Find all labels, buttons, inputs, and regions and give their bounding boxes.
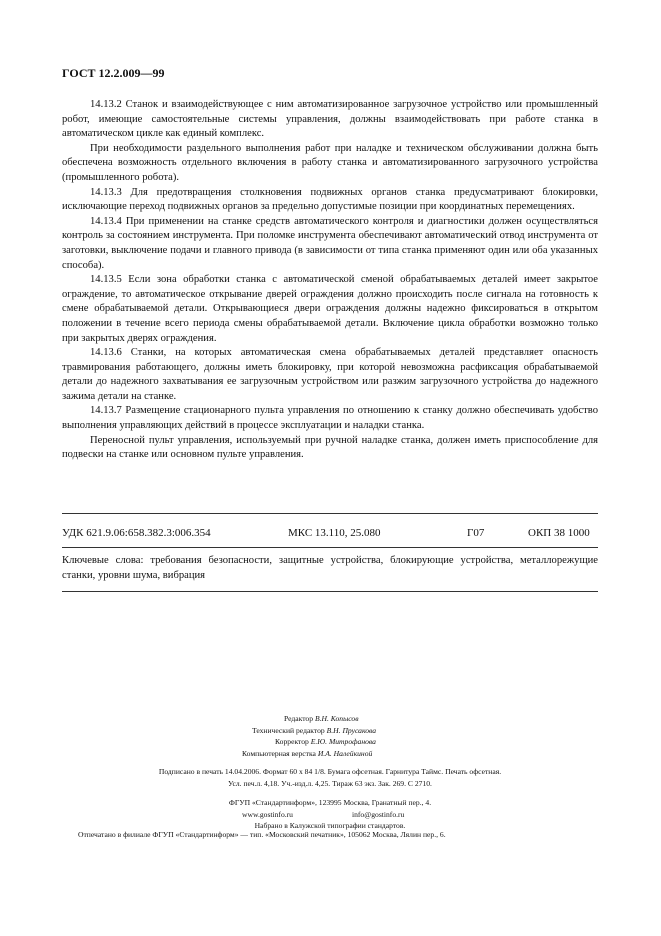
classification-row	[62, 527, 598, 543]
paragraph-separate-work: При необходимости раздельного выполнения работ при наладке и техническом обслуживании должна быть обеспечена возможность отдельного включения в работу станка и автоматизированного загрузочного устройства (промышленного робота).	[62, 142, 598, 183]
body-text	[62, 98, 598, 463]
paragraph-14-13-4: 14.13.4 При применении на станке средств автоматического контроля и диагностики должен осуществляться контроль за состоянием инструмента. При поломке инструмента обеспечивают автоматический отвод инструмента от заготовки, выключение подачи и главного привода (в зависимости от типа станка применяют один или оба указанных способа).	[62, 215, 598, 271]
group-code: Г07	[467, 527, 485, 539]
publisher-contacts	[62, 809, 598, 821]
print-info-block	[62, 766, 598, 789]
printed-at: Отпечатано в филиале ФГУП «Стандартинформ» — тип. «Московский печатник», 105062 Москва, Лялин пер., 6.	[78, 830, 446, 839]
publisher-block	[62, 797, 598, 832]
paragraph-14-13-5: 14.13.5 Если зона обработки станка с автоматической сменой обрабатываемых деталей имеет закрытое ограждение, то автоматическое открывание дверей ограждения должно происходить после сигнала на готовность к смене обрабатываемой детали. Открывающиеся двери ограждения должны надежно фиксироваться в открытом положении в течение всего периода смены обрабатываемой детали. Включение цикла обработки возможно только при закрытых дверях ограждения.	[62, 274, 598, 344]
paragraph-14-13-2: 14.13.2 Станок и взаимодействующее с ним автоматизированное загрузочное устройство или промышленный робот, имеющие самостоятельные системы управления, должны взаимодействовать при работе станка в автоматическом цикле как единый комплекс.	[62, 99, 598, 140]
publisher-website: www.gostinfo.ru	[242, 809, 293, 819]
credit-editor: Редактор В.Н. Копысов	[284, 714, 359, 723]
divider-top	[62, 513, 598, 514]
publisher-typeset: Набрано в Калужской типографии стандартов.	[254, 821, 406, 830]
divider-middle	[62, 547, 598, 548]
paragraph-14-13-7: 14.13.7 Размещение стационарного пульта управления по отношению к станку должно обеспечивать удобство выполнения управляющих действий в процессе эксплуатации и наладки станка.	[62, 405, 598, 432]
paragraph-portable-panel: Переносной пульт управления, используемый при ручной наладке станка, должен иметь приспособление для подвески на станке или основном пульте управления.	[62, 434, 598, 461]
okp-code: ОКП 38 1000	[528, 527, 590, 539]
paragraph-14-13-6: 14.13.6 Станки, на которых автоматическая смена обрабатываемых деталей представляет опасность травмирования работающего, должны иметь блокировку, при которой невозможна расфиксация обрабатываемой детали до надежного захватывания ее загрузочным устройством или разжим загрузочного устройства до надежного зажима детали на станке.	[62, 347, 598, 402]
divider-bottom	[62, 591, 598, 592]
credits-block	[230, 713, 490, 759]
publisher-address: ФГУП «Стандартинформ», 123995 Москва, Гранатный пер., 4.	[228, 798, 432, 807]
print-info-line1: Подписано в печать 14.04.2006. Формат 60 х 84 1/8. Бумага офсетная. Гарнитура Таймс. Печать офсетная.	[158, 767, 502, 776]
paragraph-14-13-3: 14.13.3 Для предотвращения столкновения подвижных органов станка предусматривают блокировки, исключающие переход подвижных органов за предельно допустимые позиции при координатных перемещениях.	[62, 186, 598, 213]
mks-code: МКС 13.110, 25.080	[288, 527, 381, 539]
credit-tech-editor: Технический редактор В.Н. Прусакова	[252, 725, 377, 735]
publisher-email: info@gostinfo.ru	[352, 809, 405, 819]
keywords: Ключевые слова: требования безопасности, защитные устройства, блокирующие устройства, металлорежущие станки, уровни шума, вибрация	[62, 555, 598, 581]
udk-code: УДК 621.9.06:658.382.3:006.354	[62, 527, 211, 539]
doc-header-code: ГОСТ 12.2.009—99	[62, 66, 165, 80]
credit-layout: Компьютерная верстка И.А. Налейкиной	[242, 748, 373, 758]
print-info-line2: Усл. печ.л. 4,18. Уч.-изд.л. 4,25. Тираж 63 экз. Зак. 269. С 2710.	[228, 778, 432, 788]
credit-corrector: Корректор Е.Ю. Митрофанова	[275, 737, 376, 746]
